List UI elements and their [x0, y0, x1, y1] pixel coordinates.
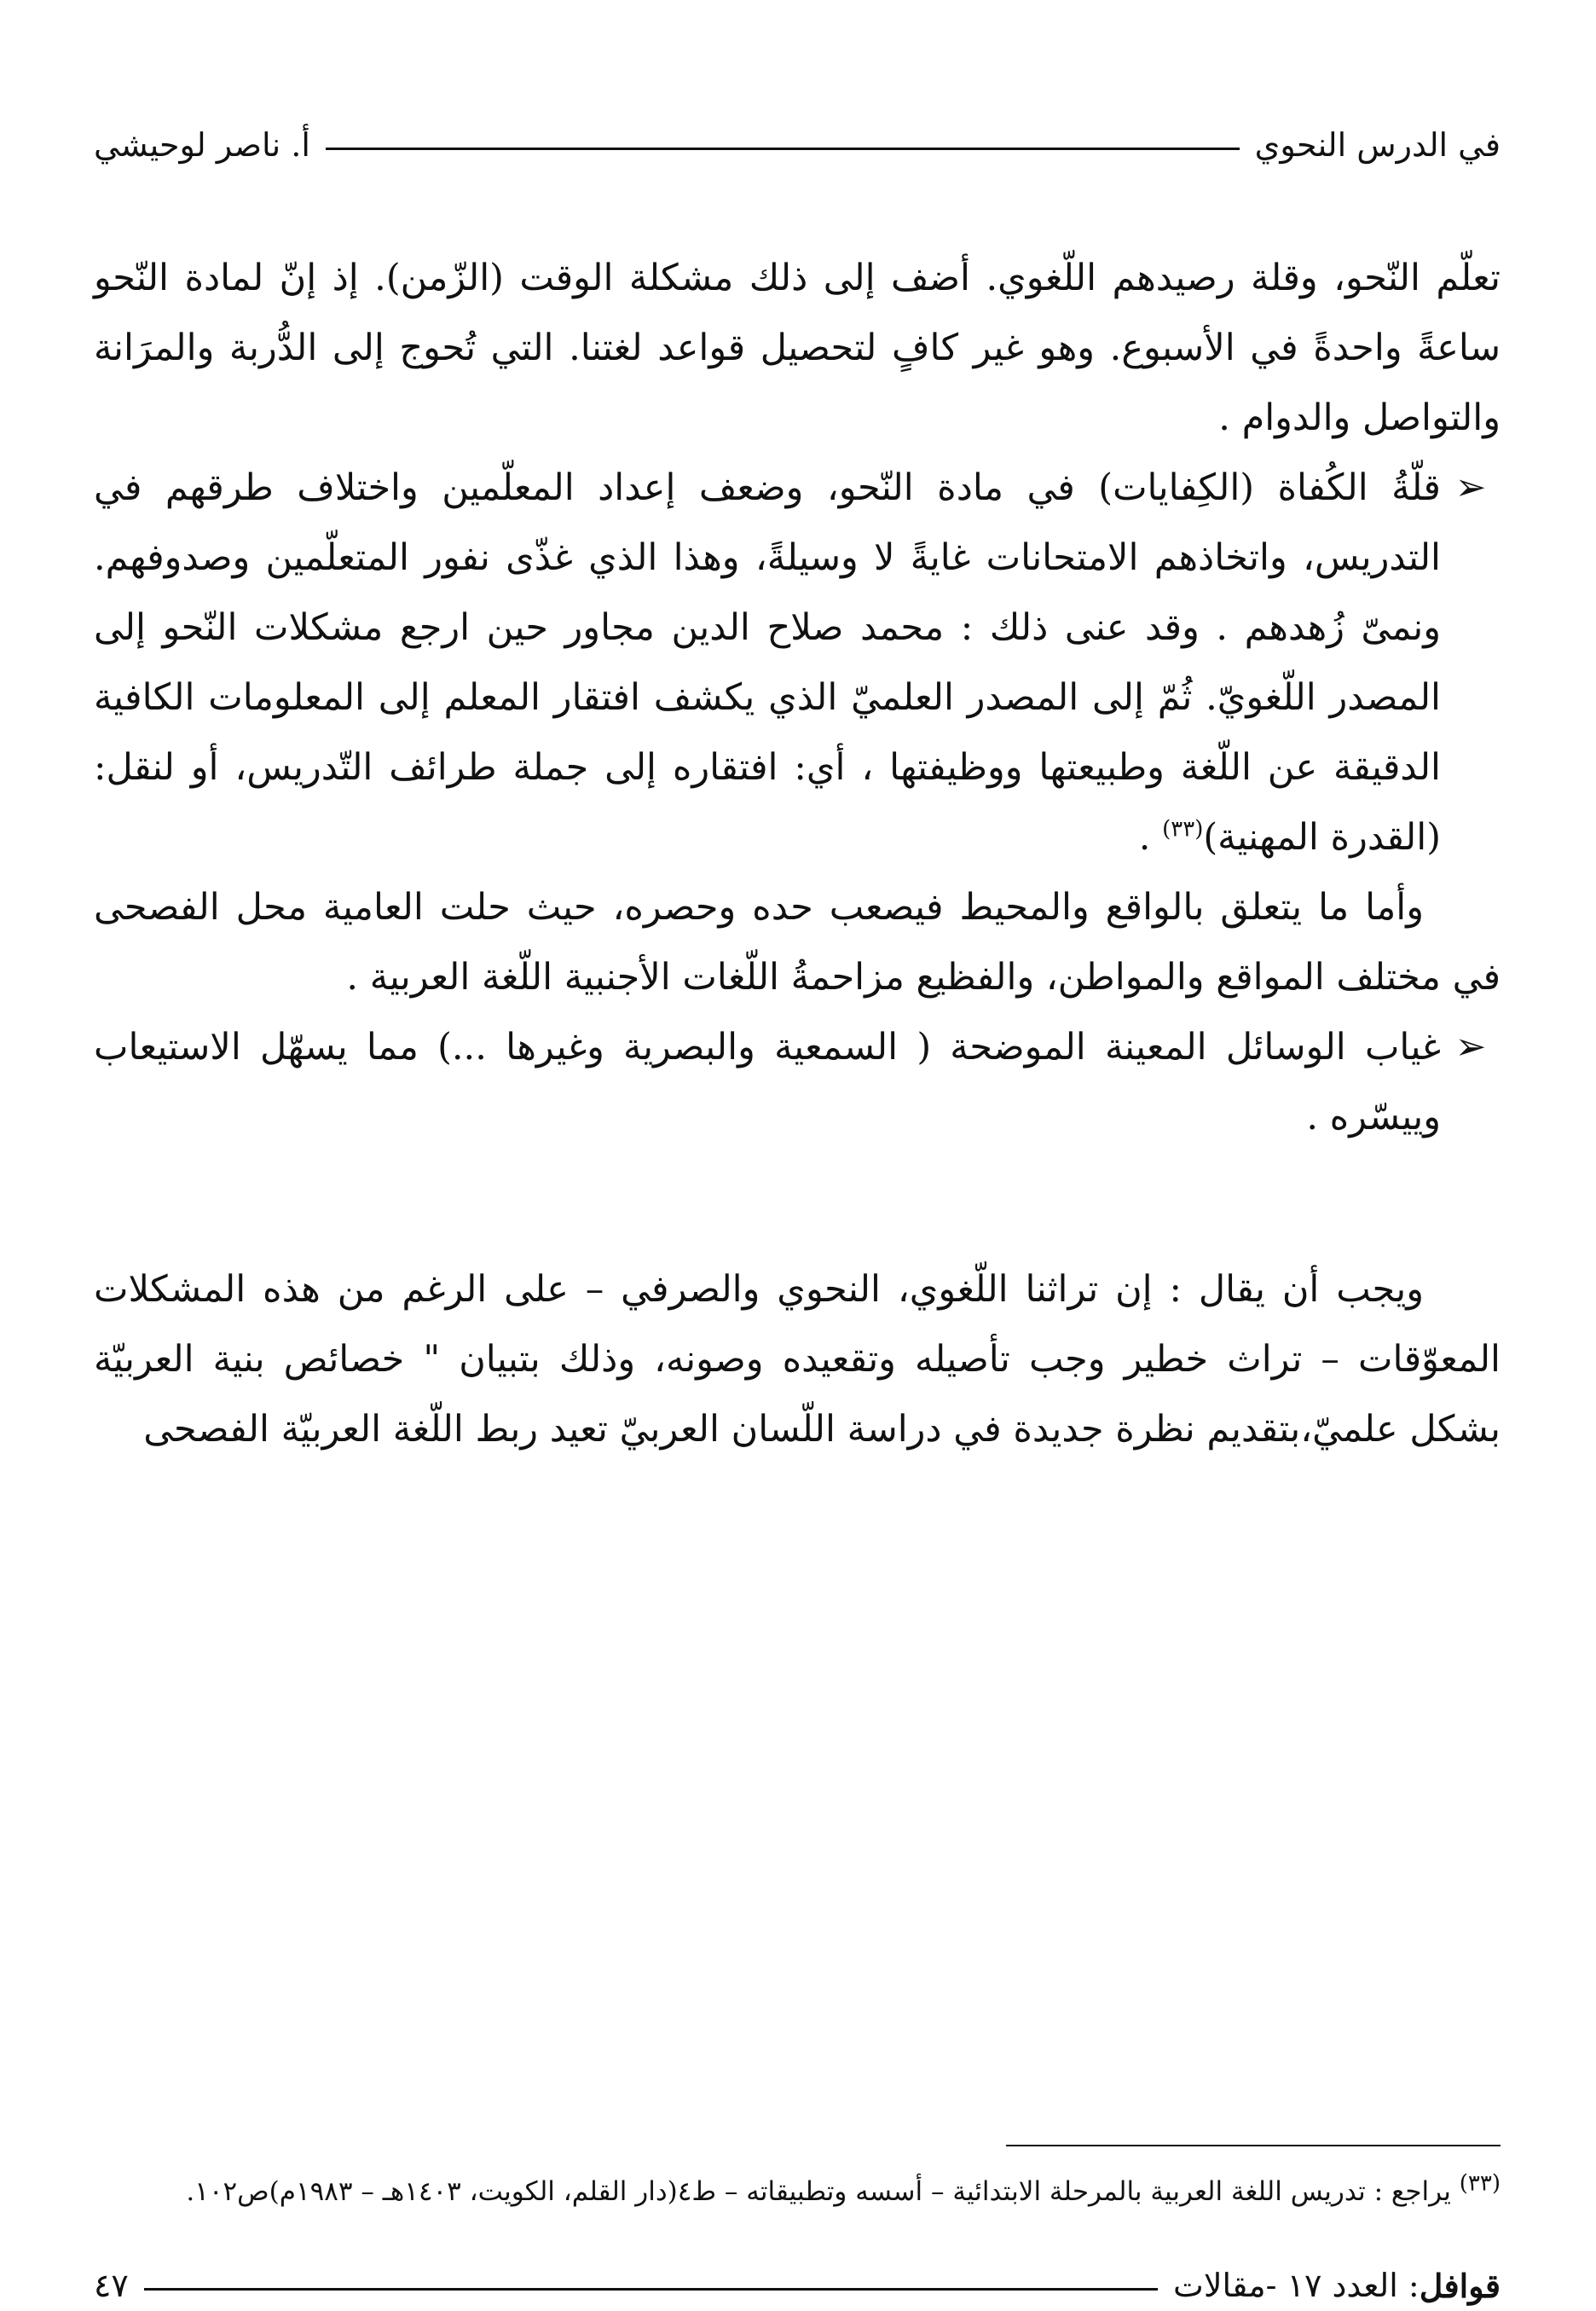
- paragraph-1: تعلّم النّحو، وقلة رصيدهم اللّغوي. أضف إلى ذلك مشكلة الوقت (الزّمن). إذ إنّ لمادة النّحو ساعةً واحدةً في الأسبوع. وهو غير كافٍ لتحصيل قواعد لغتنا. التي تُحوج إلى الدُّربة والمرَانة والتواصل والدوام .: [94, 257, 1501, 439]
- header-rule: [326, 148, 1240, 150]
- footnote-text: يراجع : تدريس اللغة العربية بالمرحلة الابتدائية – أسسه وتطبيقاته – ط٤(دار القلم، الكويت، ١٤٠٣هـ – ١٩٨٣م)ص١٠٢.: [186, 2176, 1451, 2207]
- bullet-item-1-end: .: [1138, 816, 1163, 859]
- bullet-item-1: [94, 453, 1501, 872]
- paragraph-3: ويجب أن يقال : إن تراثنا اللّغوي، النحوي والصرفي – على الرغم من هذه المشكلات المعوّقات – تراث خطير وجب تأصيله وتقعيده وصونه، وذلك بتبيان " خصائص بنية العربيّة بشكل علميّ،بتقديم نظرة جديدة في دراسة اللّسان العربيّ تعيد ربط اللّغة العربيّة الفصحى: [94, 1268, 1501, 1451]
- running-footer: [94, 2260, 1501, 2311]
- body-text: [94, 243, 1501, 1464]
- arrow-bullet-icon: ➢: [1454, 1025, 1487, 1069]
- footnote-33: [153, 2166, 1501, 2217]
- header-author: أ. ناصر لوحيشي: [94, 126, 310, 164]
- paragraph-2: وأما ما يتعلق بالواقع والمحيط فيصعب حده وحصره، حيث حلت العامية محل الفصحى في مختلف المواقع والمواطن، والفظيع مزاحمةُ اللّغات الأجنبية اللّغة العربية .: [94, 886, 1501, 999]
- bullet-item-2-text: غياب الوسائل المعينة الموضحة ( السمعية والبصرية وغيرها ...) مما يسهّل الاستيعاب وييسّره .: [94, 1026, 1441, 1138]
- bullet-item-2: [94, 1012, 1501, 1152]
- footer-journal: قوافل: [1419, 2266, 1501, 2305]
- page-number: ٤٧: [94, 2267, 129, 2304]
- bullet-item-1-content: قلّةُ الكُفاة (الكِفايات) في مادة النّحو، وضعف إعداد المعلّمين واختلاف طرقهم في التدريس، واتخاذهم الامتحانات غايةً لا وسيلةً، وهذا الذي غذّى نفور المتعلّمين وصدوفهم. ونمىّ زُهدهم . وقد عنى ذلك : محمد صلاح الدين مجاور حين ارجع مشكلات النّحو إلى المصدر اللّغويّ. ثُمّ إلى المصدر العلميّ الذي يكشف افتقار المعلم إلى المعلومات الكافية الدقيقة عن اللّغة وطبيعتها ووظيفتها ، أي: افتقاره إلى جملة طرائف التّدريس، أو لنقل: (القدرة المهنية): [94, 466, 1441, 859]
- running-header: [94, 119, 1501, 171]
- section-gap: [94, 1152, 1501, 1254]
- footer-rule: [144, 2288, 1158, 2291]
- footer-issue: : العدد ١٧ -مقالات: [1173, 2267, 1420, 2304]
- arrow-bullet-icon: ➢: [1454, 466, 1487, 509]
- footnote-separator: [1006, 2145, 1501, 2146]
- footnote-ref-33: (٣٣): [1162, 816, 1204, 843]
- bullet-item-1-text: [94, 453, 1441, 872]
- header-title: في الدرس النحوي: [1254, 126, 1501, 164]
- footnote-number: (٣٣): [1459, 2170, 1501, 2197]
